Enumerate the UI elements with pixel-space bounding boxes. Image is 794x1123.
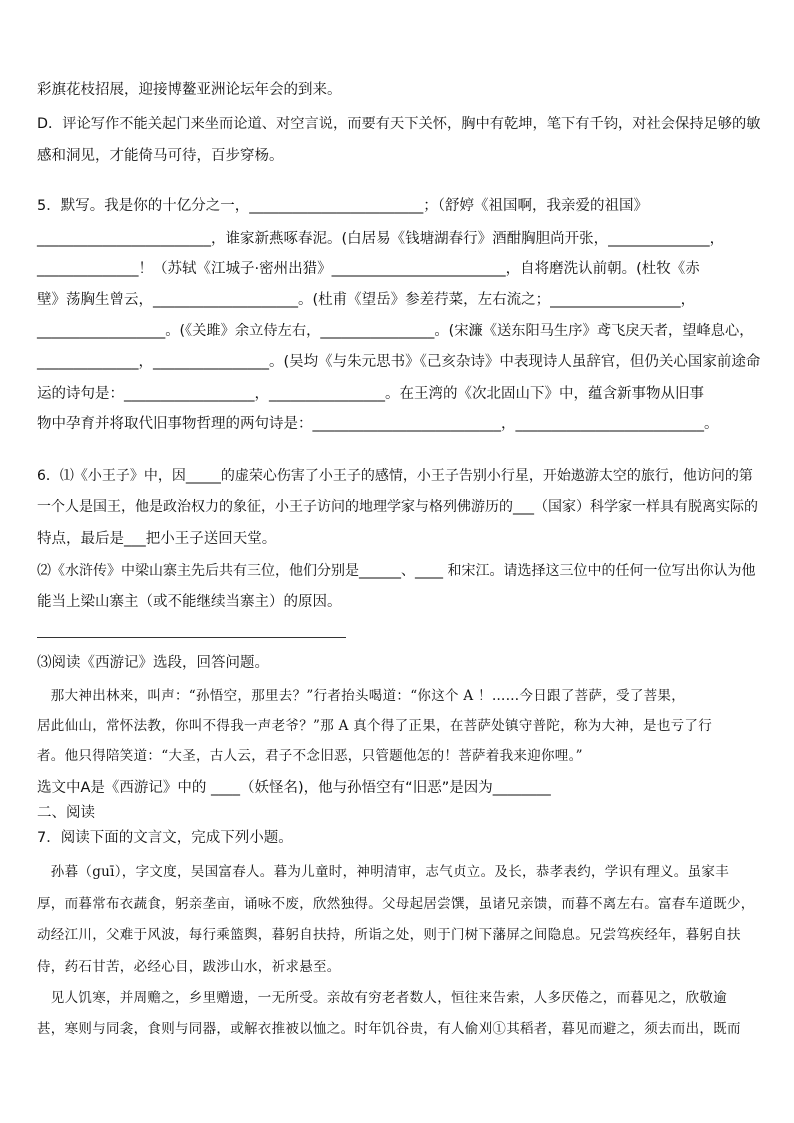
answer-line (37, 637, 346, 638)
q5-line-3: ______________！（苏轼《江城子·密州出猎》________________________，自将磨洗认前朝。(杜牧《赤 (37, 261, 700, 277)
q6-line-3: 特点，最后是___把小王子送回天堂。 (37, 531, 277, 547)
q5-line-8: 物中孕育并将取代旧事物哲理的两句诗是：__________________________，__________________________。 (37, 416, 719, 432)
q5-line-5: __________________。(《关雎》余立侍左右，________________。(宋濂《送东阳马生序》鸢飞戾天者，望峰息心， (37, 323, 754, 339)
q7-text-line-6: 甚，寒则与同衾，食则与同器，或解衣推被以恤之。时年饥谷贵，有人偷刈①其稻者，暮见而避之，须去而出，既而 (37, 1021, 741, 1037)
q4-line-2: D．评论写作不能关起门来坐而论道、对空言说，而要有天下关怀，胸中有乾坤，笔下有千钧，对社会保持足够的敏 (37, 116, 761, 132)
q6-excerpt-line-1: 那大神出林来，叫声：“孙悟空，那里去？”行者抬头喝道：“你这个 A ！……今日跟了菩萨，受了菩果， (37, 688, 686, 704)
q7-text-line-4: 侍，药石甘苦，必经心目，跋涉山水，祈求悬至。 (37, 959, 341, 975)
q7-text-line-1: 孙暮（guī），字文度，吴国富春人。暮为儿童时，神明清审，志气贞立。及长，恭孝表约，学识有理义。虽家丰 (37, 864, 730, 880)
q5-line-7: 运的诗句是：__________________，________________。在王湾的《次北固山下》中，蕴含新事物从旧事 (37, 386, 704, 402)
q5-line-4: 壁》荡胸生曾云，____________________。(杜甫《望岳》参差荇菜，左右流之；__________________， (37, 292, 696, 308)
q7-text-line-3: 动经江川，父难于风波，每行乘篮舆，暮躬自扶持，所诣之处，则于门树下藩屏之间隐息。兄尝笃疾经年，暮躬自扶 (37, 927, 741, 943)
section-title: 二、阅读 (37, 805, 95, 821)
q5-line-2: ________________________，谁家新燕啄春泥。(白居易《钱塘湖春行》酒酣胸胆尚开张，______________， (37, 231, 725, 247)
q6-excerpt-line-3: 者。他只得陪笑道：“大圣，古人云，君子不念旧恶，只管题他怎的！菩萨着我来迎你哩。” (37, 748, 583, 764)
q6-line-4: ⑵《水浒传》中梁山寨主先后共有三位，他们分别是______、____ 和宋江。请选择这三位中的任何一位写出你认为他 (37, 563, 756, 579)
q6-part3-title: ⑶阅读《西游记》选段，回答问题。 (37, 655, 269, 671)
q5-line-6: ______________，________________。(吴均《与朱元思书》《己亥杂诗》中表现诗人虽辞官，但仍关心国家前途命 (37, 354, 761, 370)
q7-title: 7．阅读下面的文言文，完成下列小题。 (37, 830, 293, 846)
q6-line-5: 能当上梁山寨主（或不能继续当寨主）的原因。 (37, 594, 342, 610)
q5-line-1: 5．默写。我是你的十亿分之一，________________________；（舒婷《祖国啊，我亲爱的祖国》 (37, 198, 648, 214)
q7-text-line-2: 厚，而暮常布衣蔬食，躬亲垄亩，诵咏不废，欣然独得。父母起居尝馔，虽诸兄亲馈，而暮不离左右。富春车道既少， (37, 896, 755, 912)
q4-line-3: 感和洞见，才能倚马可待，百步穿杨。 (37, 148, 284, 164)
q6-line-2: 一个人是国王，他是政治权力的象征，小王子访问的地理学家与格列佛游历的___（国家）科学家一样具有脱离实际的 (37, 499, 758, 515)
q6-question: 选文中A是《西游记》中的 ____（妖怪名)，他与孙悟空有“旧恶”是因为________ (37, 780, 551, 796)
q6-line-1: 6．⑴《小王子》中，因_____的虚荣心伤害了小王子的感情，小王子告别小行星，开始遨游太空的旅行，他访问的第 (37, 468, 753, 484)
q4-line-1: 彩旗花枝招展，迎接博鳌亚洲论坛年会的到来。 (37, 82, 342, 98)
q7-text-line-5: 见人饥寒，并周赡之，乡里赠遗，一无所受。亲故有穷老者数人，恒往来告索，人多厌倦之，而暮见之，欣敬逾 (37, 990, 727, 1006)
q6-excerpt-line-2: 居此仙山，常怀法教，你叫不得我一声老爷？”那 A 真个得了正果，在菩萨处镇守普陀，称为大神，是也亏了行 (37, 718, 713, 734)
